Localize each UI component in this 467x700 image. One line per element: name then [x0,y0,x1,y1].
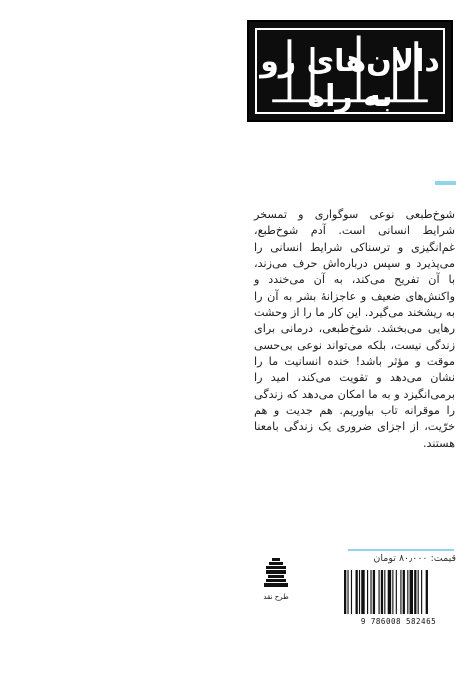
barcode-bar [400,570,401,614]
publisher-logo [263,557,289,605]
barcode-bar [407,570,408,614]
price-underline [348,549,454,551]
barcode-bars [344,570,453,614]
series-title: دالان‌های رو به راه [260,44,440,114]
barcode-digits: 9 786008 582465 [360,617,437,626]
barcode-bar [414,570,416,614]
isbn-barcode [340,566,457,628]
barcode-bar [384,570,385,614]
barcode-bar [359,570,360,614]
barcode-bar [403,570,405,614]
barcode-bar [373,570,375,614]
barcode-bar [361,570,364,614]
barcode-bar [356,570,358,614]
barcode-bar [392,570,393,614]
barcode-bar [347,570,348,614]
back-cover-blurb: شوخ‌طبعی نوعی سوگواری و تمسخر شرایط انسانی است. آدم شوخ‌طبع، غم‌انگیزی و ترسناکی شرایط انسانی را می‌پذیرد و سپس درباره‌اش حرف می‌زند، با آن تفریح می‌کند، به آن می‌خندد و واکنش‌های ضعیف و عاجزانهٔ بشر به آن را به ریشخند می‌گیرد. این کار ما را از وحشت رهایی می‌بخشد. شوخ‌طبعی، درمانی برای زندگی نیست، بلکه می‌تواند نوعی بی‌حسی موقت و مؤثر باشد! خنده انسانیت ما را نشان می‌دهد و تقویت می‌کند، امید را برمی‌انگیزد و به ما امکان می‌دهد که زندگی را موقرانه تاب بیاوریم. هم جدیت و هم خرّیت، از اجزای ضروری یک زندگی بامعنا هستند. [254,208,455,450]
barcode-bar [426,570,428,614]
barcode-bar [379,570,380,614]
barcode-bar [418,570,419,614]
accent-dash [435,181,456,185]
publisher-emblem-icon [263,557,289,591]
barcode-bar [388,570,391,614]
publisher-name: طرح نقد [263,593,289,601]
barcode-bar [344,570,346,614]
barcode-bar [367,570,368,614]
series-logo [247,20,453,122]
barcode-bar [410,570,413,614]
barcode-bar [370,570,371,614]
barcode-bar [421,570,422,614]
barcode-bar [351,570,352,614]
price-label: قیمت: ۸۰٫۰۰۰ تومان [373,553,456,564]
barcode-bar [396,570,397,614]
barcode-bar [381,570,383,614]
